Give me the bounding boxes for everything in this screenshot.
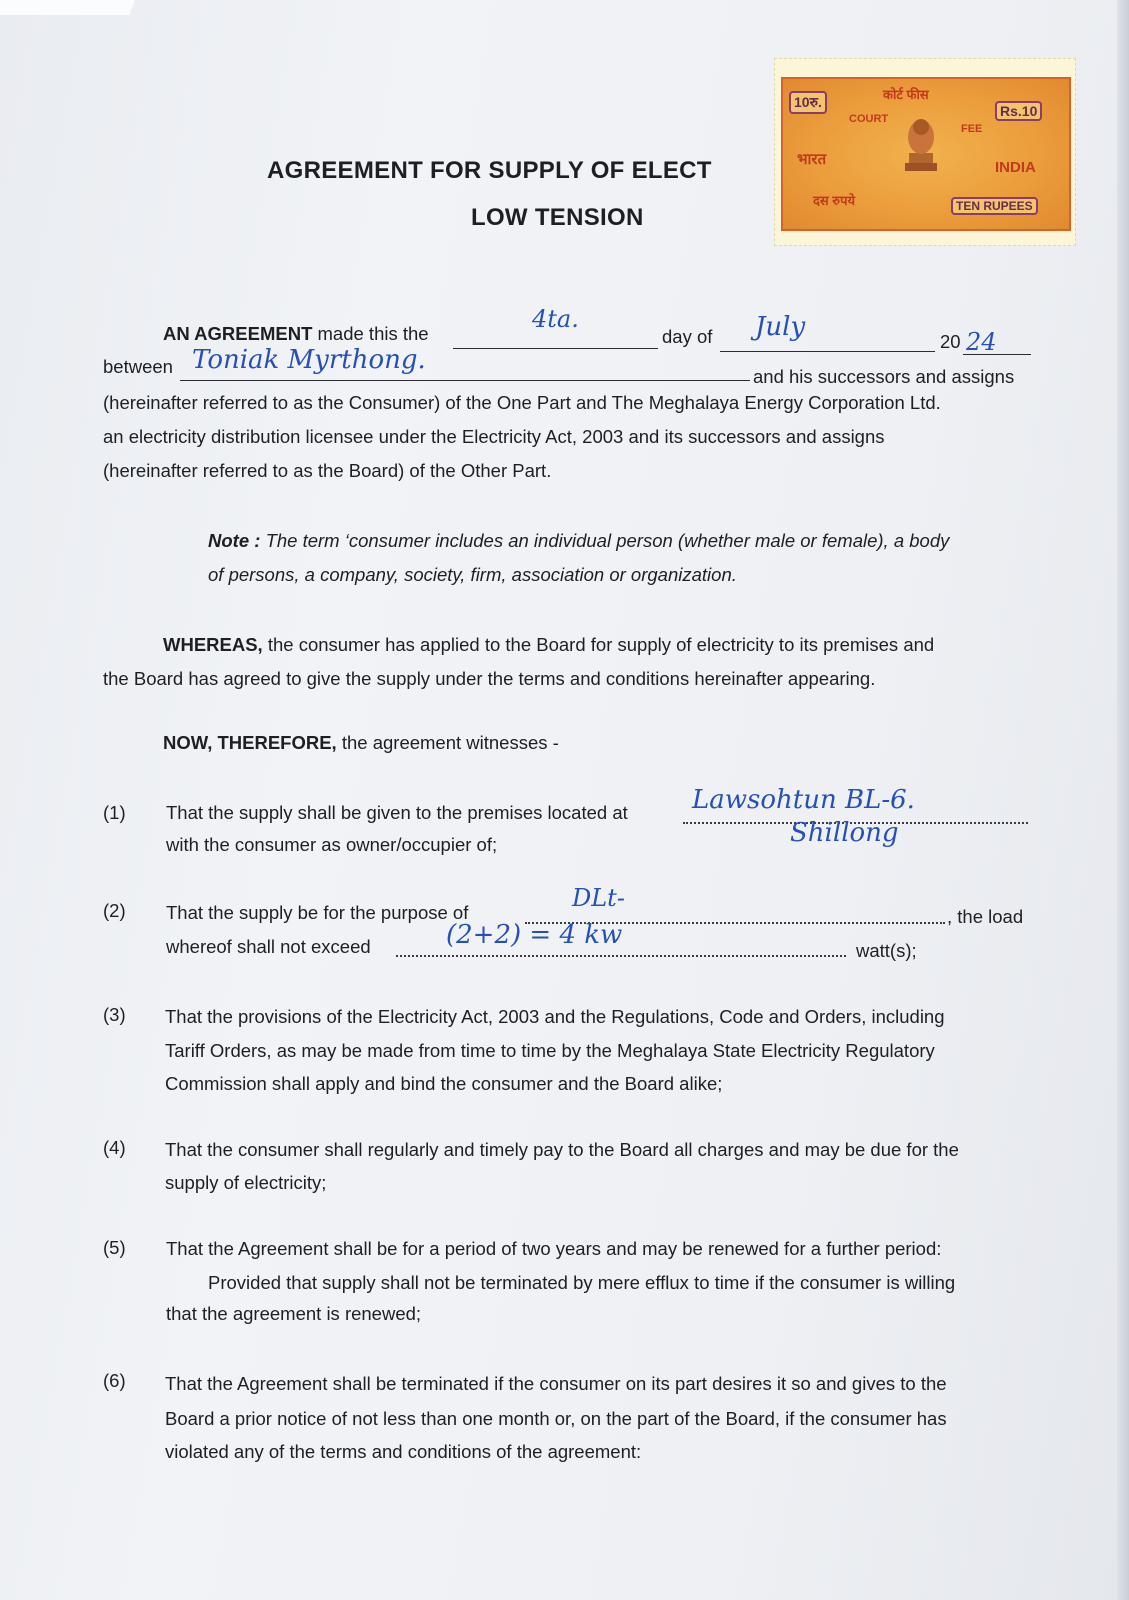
therefore-text: the agreement witnesses -	[341, 732, 559, 753]
note-line-2: of persons, a company, society, firm, association or organization.	[208, 564, 737, 585]
note-text-1: The term ‘consumer includes an individual person (whether male or female), a body	[265, 530, 950, 551]
stamp-india: INDIA	[995, 159, 1036, 176]
clause-1-line-1: That the supply shall be given to the premises located at	[166, 802, 628, 823]
clause-3-number: (3)	[103, 1004, 126, 1025]
stamp-body	[781, 77, 1071, 231]
intro-line-1	[163, 323, 429, 345]
handwritten-premises-2: Shillong	[790, 818, 899, 848]
successors-label: and his successors and assigns	[753, 366, 1015, 387]
intro-line-5: (hereinafter referred to as the Board) of the Other Part.	[103, 460, 552, 481]
intro-line-4: an electricity distribution licensee under the Electricity Act, 2003 and its successors and assigns	[103, 426, 885, 447]
court-fee-stamp	[774, 58, 1076, 246]
stamp-value-right: Rs.10	[995, 101, 1042, 121]
note-label: Note :	[208, 530, 261, 551]
clause-5-number: (5)	[103, 1237, 126, 1258]
clause-6-number: (6)	[103, 1370, 126, 1391]
whereas-line-1	[163, 634, 934, 656]
clause-4-line-1: That the consumer shall regularly and timely pay to the Board all charges and may be due for the	[165, 1139, 959, 1160]
stamp-bharat: भारत	[797, 151, 827, 168]
handwritten-purpose: DLt-	[572, 884, 625, 912]
whereas-line-2: the Board has agreed to give the supply under the terms and conditions hereinafter appearing.	[103, 668, 876, 689]
clause-6-line-2: Board a prior notice of not less than one month or, on the part of the Board, if the consumer has	[165, 1408, 947, 1429]
document-title: AGREEMENT FOR SUPPLY OF ELECT	[267, 157, 712, 184]
clause-6-line-3: violated any of the terms and conditions of the agreement:	[165, 1441, 642, 1462]
document-subtitle: LOW TENSION	[471, 204, 644, 231]
between-label: between	[103, 356, 173, 377]
clause-5-line-2: Provided that supply shall not be terminated by mere efflux to time if the consumer is willing	[208, 1272, 956, 1293]
clause-6-line-1: That the Agreement shall be terminated if the consumer on its part desires it so and gives to the	[165, 1373, 947, 1394]
stamp-fee: FEE	[961, 123, 983, 135]
handwritten-consumer-name: Toniak Myrthong.	[192, 345, 426, 375]
stamp-ten-rupees: TEN RUPEES	[951, 197, 1038, 215]
handwritten-day: 4ta.	[532, 305, 579, 333]
clause-3-line-3: Commission shall apply and bind the consumer and the Board alike;	[165, 1073, 723, 1094]
clause-1-line-2: with the consumer as owner/occupier of;	[166, 834, 498, 855]
clause-2-line-1-end: , the load	[947, 906, 1024, 927]
clause-2-line-2: whereof shall not exceed	[166, 936, 371, 957]
clause-5-line-1: That the Agreement shall be for a period of two years and may be renewed for a further period:	[166, 1238, 942, 1259]
stamp-value-left: 10रु.	[789, 91, 827, 114]
stamp-das-rupaye: दस रुपये	[813, 193, 856, 208]
stamp-court: COURT	[849, 113, 889, 125]
day-of-label: day of	[662, 326, 713, 347]
day-blank	[453, 348, 658, 349]
note-line-1	[208, 530, 949, 552]
clause-3-line-1: That the provisions of the Electricity Act, 2003 and the Regulations, Code and Orders, including	[165, 1006, 945, 1027]
month-blank	[720, 351, 935, 352]
therefore-line	[163, 732, 559, 754]
clause-5-line-3: that the agreement is renewed;	[166, 1303, 422, 1324]
handwritten-premises-1: Lawsohtun BL-6.	[692, 785, 915, 815]
handwritten-year: 24	[966, 328, 997, 356]
therefore-label: NOW, THEREFORE,	[163, 732, 337, 753]
agreement-lead: AN AGREEMENT	[163, 323, 313, 344]
made-this-the: made this the	[317, 323, 429, 344]
paper-fold	[0, 0, 135, 15]
clause-2-line-1: That the supply be for the purpose of	[166, 902, 469, 923]
clause-4-line-2: supply of electricity;	[165, 1172, 327, 1193]
emblem-icon	[901, 107, 941, 177]
clause-2-line-2-end: watt(s);	[856, 940, 917, 961]
clause-3-line-2: Tariff Orders, as may be made from time to time by the Meghalaya State Electricity Regulatory	[165, 1040, 935, 1061]
handwritten-load: (2+2) = 4 kw	[446, 920, 623, 950]
whereas-text-1: the consumer has applied to the Board for supply of electricity to its premises and	[267, 634, 935, 655]
stamp-hindi-top: कोर्ट फीस	[883, 87, 929, 102]
consumer-name-blank	[180, 380, 750, 381]
intro-line-3: (hereinafter referred to as the Consumer) of the One Part and The Meghalaya Energy Corporation Ltd.	[103, 392, 941, 413]
clause-1-number: (1)	[103, 802, 126, 823]
whereas-label: WHEREAS,	[163, 634, 263, 655]
handwritten-month: July	[755, 312, 806, 342]
clause-4-number: (4)	[103, 1137, 126, 1158]
clause-2-number: (2)	[103, 900, 126, 921]
paper-edge	[1117, 0, 1129, 1600]
load-blank	[396, 955, 846, 957]
year-prefix: 20	[940, 331, 961, 352]
